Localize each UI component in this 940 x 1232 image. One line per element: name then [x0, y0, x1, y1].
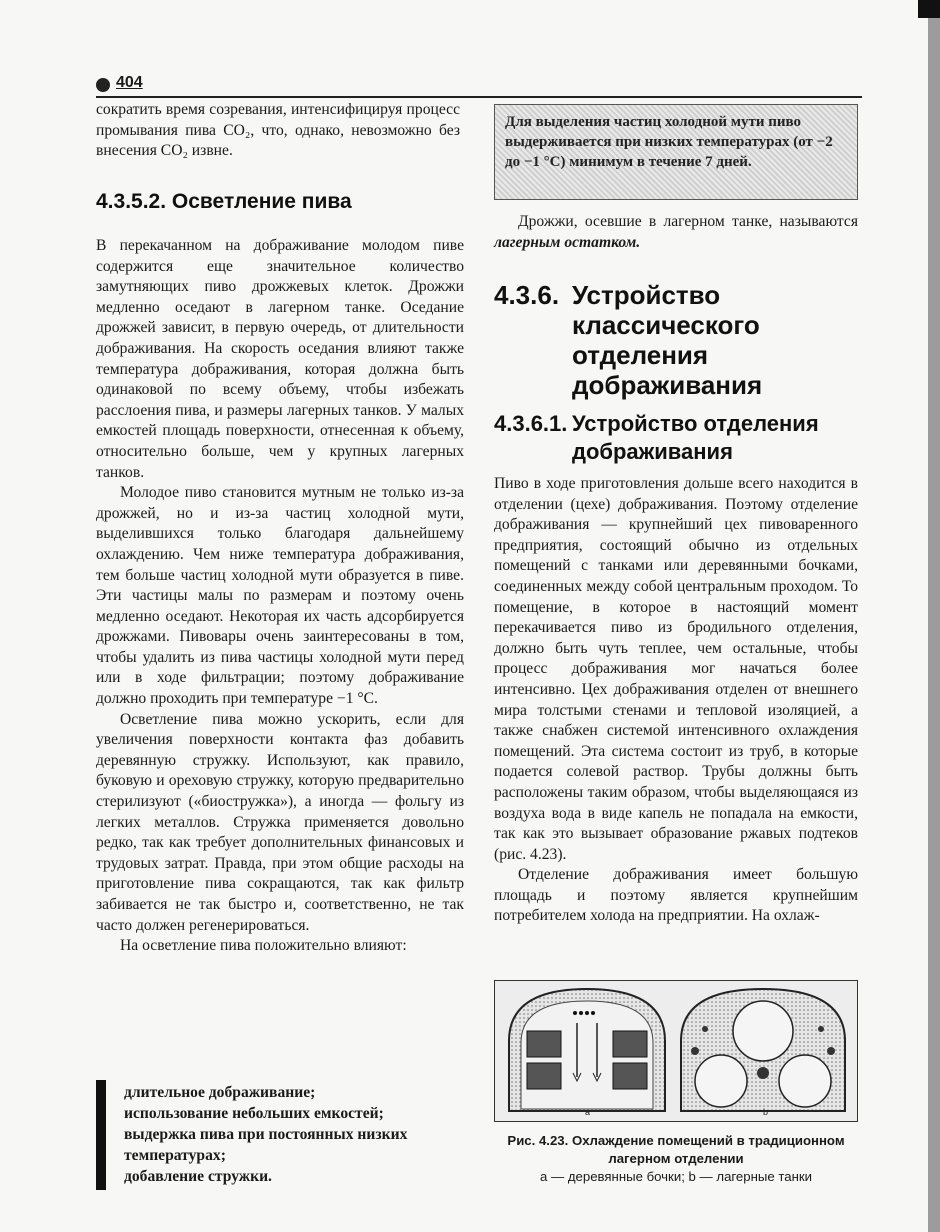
- heading-number: 4.3.6.1.: [494, 411, 568, 436]
- heading-number: 4.3.6.: [494, 280, 560, 310]
- paragraph: Пиво в ходе приготовления дольше всего находится в отделении (цехе) дображивания. Поэтому отделение дображивания — крупнейший цех пивоваренного предприятия, состоящий обычно из отдельных помещений с танками или деревянными бочками, соединенных между собой центральным проходом. То помещение, в которое в настоящий момент перекачивается пиво из бродильного отделения, должно быть чуть теплее, чем остальные, чтобы процесс дображивания мог начаться более интенсивно. Цех дображивания отделен от внешнего мира толстыми стенами и тепловой изоляцией, а также снабжен системой интенсивного охлаждения помещений. Эта система состоит из труб, в которые подается солевой раствор. Трубы должны быть расположены таким образом, чтобы выделяющаяся из воздуха вода в виде капель не попадала на емкости, так как это вызывает образование ржавых подтеков (рис. 4.23).: [494, 475, 858, 863]
- list-item: длительное дображивание;: [124, 1084, 316, 1101]
- figure-illustration: [495, 981, 857, 1121]
- heading-line: дображивания: [572, 370, 763, 400]
- list-marker-bar: [96, 1080, 106, 1190]
- page-header: [96, 76, 862, 98]
- right-body: [494, 474, 858, 927]
- list-item: выдержка пива при постоянных низких температурах;: [124, 1126, 408, 1164]
- paragraph: Молодое пиво становится мутным не только из-за дрожжей, но и из-за частиц холодной мути, выделившихся только благодаря дальнейшему охлаждению. Чем ниже температура дображивания, тем больше частиц холодной мути образуется в пиве. Эти частицы малы по размерам и поэтому очень медленно оседают. Некоторая их часть адсорбируется дрожжами. Пивовары очень заинтересованы в том, чтобы удалить из пива частицы холодной мути перед или в ходе фильтрации; поэтому дображивание должно проходить при температуре −1 °C.: [96, 484, 464, 708]
- list-item: использование небольших емкостей;: [124, 1105, 384, 1122]
- left-body: [96, 236, 464, 957]
- right-lead: [494, 212, 858, 253]
- scan-corner-mark: [918, 0, 940, 18]
- left-intro: [96, 100, 460, 162]
- intro-paragraph: сократить время созревания, интенсифицируя процесс промывания пива CO₂, что, однако, невозможно без внесения CO₂ извне.: [96, 101, 460, 160]
- cellar-a: [509, 989, 665, 1111]
- figure-4-23: [494, 980, 858, 1122]
- term: лагерным остатком.: [494, 233, 641, 251]
- scan-edge: [928, 0, 940, 1232]
- list-item: добавление стружки.: [124, 1168, 272, 1185]
- factor-list: [124, 1082, 470, 1187]
- heading-line: Устройство: [572, 280, 721, 310]
- figure-caption: [480, 1132, 872, 1186]
- figure-label-b: b: [763, 1107, 769, 1117]
- paragraph: В перекачанном на дображивание молодом пиве содержится еще значительное количество замутняющих пиво дрожжевых клеток. Дрожжи медленно оседают в лагерном танке. Оседание дрожжей зависит, в первую очередь, от длительности дображивания. На скорость оседания влияют также температура дображивания, которая должна быть одинаковой по всему объему, чтобы избежать расслоения пива, и размеры лагерных танков. У малых емкостей площадь поверхности, отнесенная к объему, относительно больше, чем у крупных лагерных танков.: [96, 237, 464, 481]
- heading-line: классического: [572, 310, 760, 340]
- paragraph: Осветление пива можно ускорить, если для увеличения поверхности контакта фаз добавить деревянную стружку. Используют, как правило, буковую и ореховую стружку, которую предварительно стерилизуют («биостружка»), а иногда — фольгу из легких металлов. Стружка применяется довольно редко, так как требует дополнительных финансовых и трудовых затрат. Правда, при этом общие расходы на приготовление пива сокращаются, так как фильтр забивается не так быстро и, соответственно, не так часто должен регенерироваться.: [96, 710, 464, 934]
- caption-legend: a — деревянные бочки; b — лагерные танки: [540, 1169, 812, 1184]
- paragraph-text: Дрожжи, осевшие в лагерном танке, называются: [518, 213, 858, 230]
- heading-line: Устройство отделения: [572, 411, 819, 436]
- cellar-b: [681, 989, 845, 1111]
- caption-title: Рис. 4.23. Охлаждение помещений в традиционном лагерном отделении: [507, 1133, 845, 1166]
- heading-line: дображивания: [572, 439, 733, 464]
- highlight-box: Для выделения частиц холодной мути пиво выдерживается при низких температурах (от −2 до −1 °C) минимум в течение 7 дней.: [494, 104, 858, 200]
- page-marker-icon: [96, 78, 110, 92]
- section-title: 4.3.5.2. Осветление пива: [96, 190, 352, 213]
- heading-line: отделения: [572, 340, 709, 370]
- paragraph: [494, 212, 858, 253]
- figure-label-a: a: [585, 1107, 591, 1117]
- paragraph: На осветление пива положительно влияют:: [120, 937, 407, 955]
- page-number: 404: [116, 74, 143, 91]
- paragraph: Отделение дображивания имеет большую площадь и поэтому является крупнейшим потребителем холода на предприятии. На охлаж-: [494, 866, 858, 925]
